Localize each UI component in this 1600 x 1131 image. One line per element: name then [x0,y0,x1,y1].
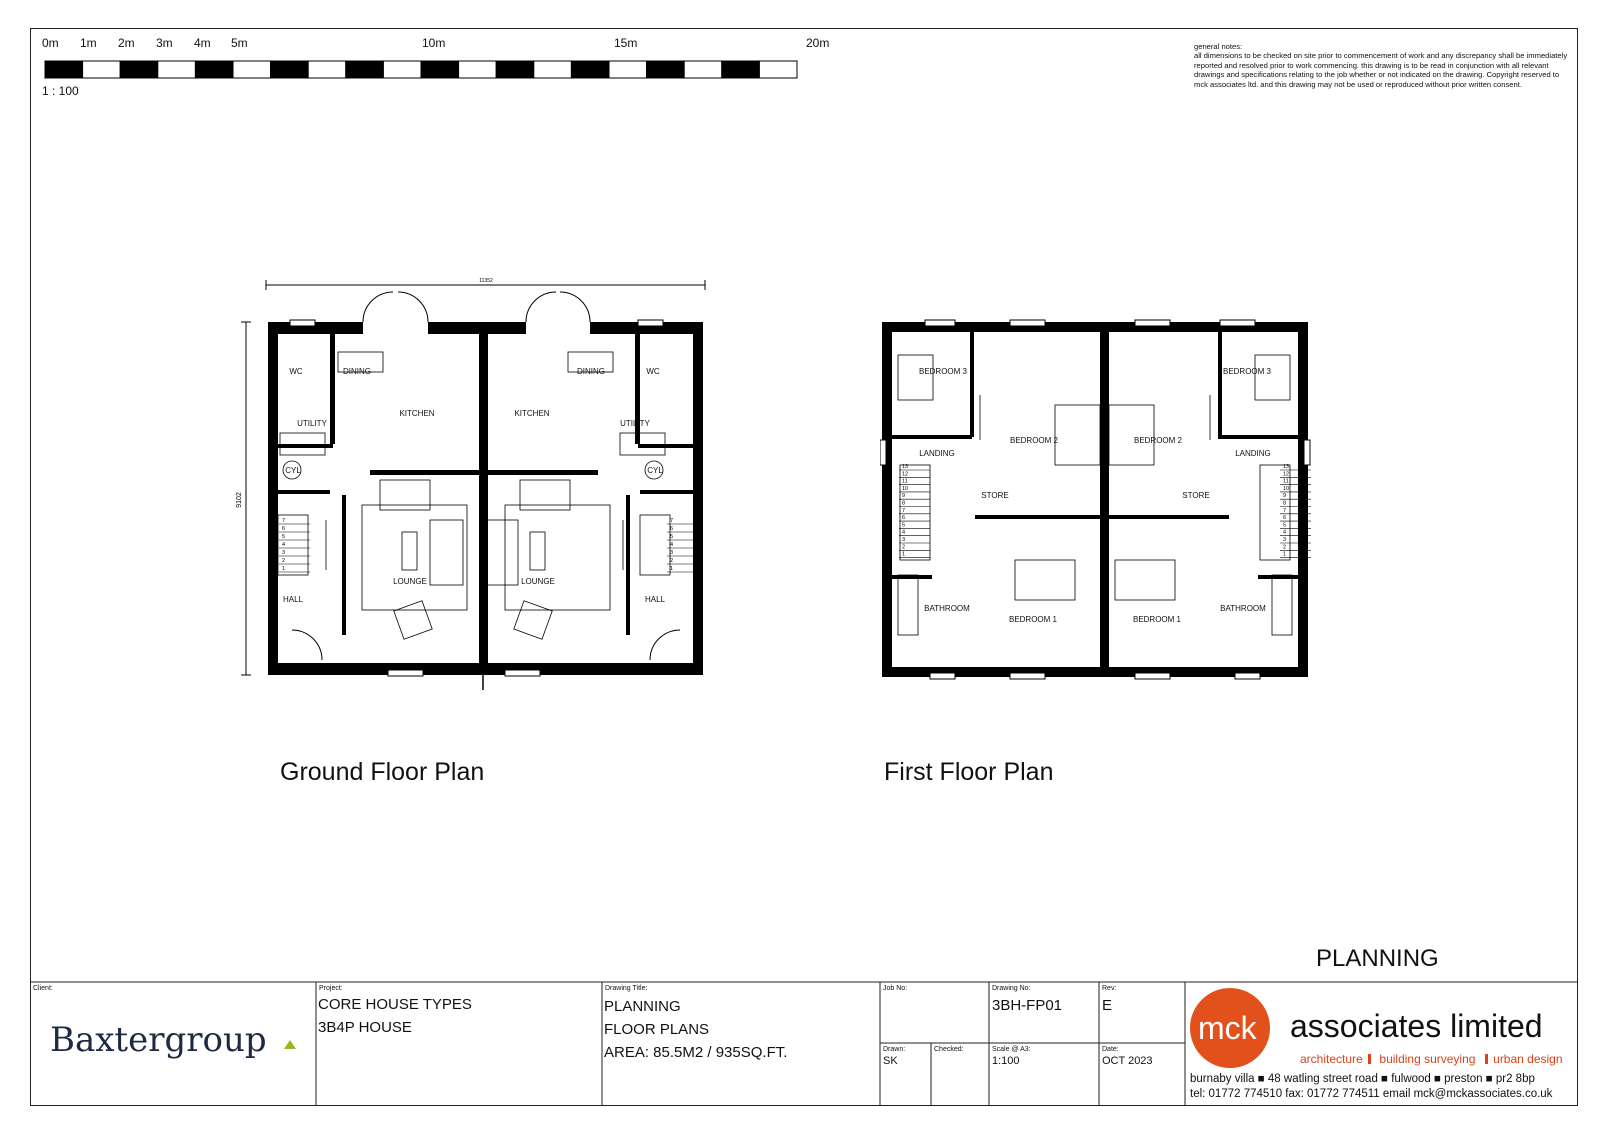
client-logo-triangle-icon [284,1040,296,1049]
drawing-no-label: Drawing No: [992,985,1031,992]
drawing-title-value [604,995,787,1064]
stair-number: 13 [1283,464,1290,470]
notes-heading: general notes: [1194,42,1243,51]
scale-ratio: 1 : 100 [42,84,79,98]
room-kitchen-right: KITCHEN [514,409,550,418]
stair-number: 7 [282,518,286,524]
room-hall-right: HALL [644,595,666,604]
project-line-1: CORE HOUSE TYPES [318,996,472,1013]
stair-number: 5 [670,534,674,540]
planning-stamp: PLANNING [1316,945,1439,972]
stair-number: 4 [282,542,286,548]
drawing-no-value: 3BH-FP01 [992,997,1063,1014]
service-divider-icon [1368,1054,1371,1064]
stair-number: 4 [670,542,674,548]
firm-name: associates limited [1290,1008,1543,1044]
ground-floor-title: Ground Floor Plan [280,758,485,786]
project-value [318,993,472,1039]
stair-number: 8 [1283,500,1287,507]
stair-number: 4 [1283,529,1287,536]
job-no-label: Job No: [883,985,908,992]
stair-number: 3 [670,550,674,556]
stair-number: 12 [902,471,909,478]
stair-number: 2 [282,558,286,564]
stair-number: 6 [902,515,906,522]
date-label: Date: [1102,1046,1119,1053]
stair-number: 12 [1283,471,1290,478]
drawing-title-line-3: AREA: 85.5M2 / 935SQ.FT. [604,1044,788,1061]
stair-number: 3 [1283,537,1287,543]
firm-services [1300,1052,1563,1066]
stair-number: 7 [670,518,674,524]
room-dining-left: DINING [343,367,371,376]
room-cyl-right: CYL [647,466,663,475]
drawing-title-line-1: PLANNING [604,998,681,1015]
stair-number: 11 [902,478,908,485]
rev-label: Rev: [1102,985,1117,992]
rev-value: E [1102,997,1113,1014]
scale-tick-3m: 3m [156,36,173,50]
stair-number: 7 [902,507,906,514]
project-line-2: 3B4P HOUSE [318,1019,412,1036]
scale-value: 1:100 [992,1055,1020,1067]
drawing-title-line-2: FLOOR PLANS [604,1021,710,1038]
stair-number: 4 [902,529,906,536]
room-kitchen-left: KITCHEN [399,409,435,418]
room-hall-left: HALL [282,595,304,604]
dim-depth-label: 9102 [236,492,243,508]
room-lounge-left: LOUNGE [393,577,427,586]
stair-number: 1 [1283,551,1287,558]
drawing-title-label: Drawing Title: [605,985,648,992]
service-divider-icon [1485,1054,1488,1064]
scale-tick-0m: 0m [42,36,59,50]
notes-body: all dimensions to be checked on site prior to commencement of work and any discrepancy shall be immediately reported and resolved prior to work commencing. this drawing is to be read in conjunction with all relevant drawings and specifications relating to the job whether or not indicated on the drawing. Copyright reserved to mck associates ltd. and this drawing may not be used or reproduced without prior written consent. [1194,51,1568,89]
room-bedroom2-left: BEDROOM 2 [1009,436,1059,445]
stair-number: 11 [1283,478,1289,485]
room-store-right: STORE [1182,491,1210,500]
room-landing-left: LANDING [919,449,955,458]
scale-label: Scale @ A3: [992,1046,1031,1053]
stair-number: 1 [670,566,674,572]
stair-number: 5 [282,534,286,540]
service-building-surveying: building surveying [1379,1052,1476,1066]
scale-tick-2m: 2m [118,36,135,50]
client-logo: Baxtergroup [50,1020,267,1060]
firm-contact: tel: 01772 774510 fax: 01772 774511 email mck@mckassociates.co.uk [1190,1088,1553,1100]
service-architecture: architecture [1300,1052,1363,1066]
service-urban-design: urban design [1493,1052,1563,1066]
scale-tick-10m: 10m [422,36,446,50]
stair-number: 8 [902,500,906,507]
room-bedroom1-right: BEDROOM 1 [1132,615,1182,624]
room-bathroom-right: BATHROOM [1220,604,1266,613]
room-wc-right: WC [646,367,660,376]
room-bedroom3-right: BEDROOM 3 [1222,367,1272,376]
client-label: Client: [33,985,53,992]
room-bedroom2-right: BEDROOM 2 [1133,436,1183,445]
room-landing-right: LANDING [1235,449,1271,458]
date-value: OCT 2023 [1102,1055,1153,1067]
project-label: Project: [319,985,343,992]
stair-number: 3 [282,550,286,556]
mck-logo-text: mck [1198,1010,1257,1046]
stair-number: 2 [902,544,906,551]
room-wc-left: WC [289,367,303,376]
stair-number: 2 [1283,544,1287,551]
room-cyl-left: CYL [285,466,301,475]
stair-number: 2 [670,558,674,564]
stair-number: 7 [1283,507,1287,514]
room-lounge-right: LOUNGE [521,577,555,586]
stair-number: 6 [1283,515,1287,522]
stair-number: 9 [1283,493,1287,500]
firm-address: burnaby villa ■ 48 watling street road ■ fulwood ■ preston ■ pr2 8bp [1190,1073,1535,1085]
stair-number: 10 [902,485,909,492]
drawn-value: SK [883,1055,898,1067]
stair-number: 3 [902,537,906,543]
room-dining-right: DINING [577,367,605,376]
room-bathroom-left: BATHROOM [924,604,970,613]
room-store-left: STORE [981,491,1009,500]
dim-width-label: 11352 [479,278,493,284]
scale-tick-15m: 15m [614,36,638,50]
stair-number: 13 [902,464,909,470]
scale-tick-5m: 5m [231,36,248,50]
checked-label: Checked: [934,1046,964,1053]
scale-tick-20m: 20m [806,36,830,50]
room-utility-right: UTILITY [620,419,650,428]
stair-number: 6 [670,526,674,532]
stair-number: 1 [902,551,906,558]
stair-number: 1 [282,566,286,572]
stair-number: 9 [902,493,906,500]
drawn-label: Drawn: [883,1046,906,1053]
stair-number: 5 [1283,522,1287,529]
room-bedroom1-left: BEDROOM 1 [1008,615,1058,624]
stair-number: 6 [282,526,286,532]
first-floor-title: First Floor Plan [884,758,1054,786]
stair-number: 5 [902,522,906,529]
scale-tick-1m: 1m [80,36,97,50]
room-bedroom3-left: BEDROOM 3 [918,367,968,376]
room-utility-left: UTILITY [297,419,327,428]
stair-number: 10 [1283,485,1290,492]
scale-tick-4m: 4m [194,36,211,50]
